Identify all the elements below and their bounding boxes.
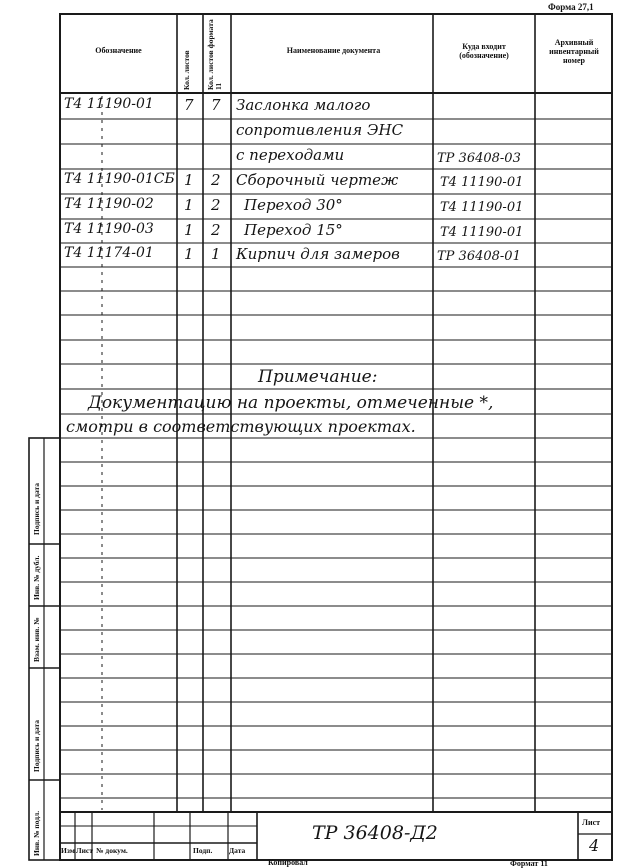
header-document-name: Наименование документа xyxy=(286,46,381,55)
row-sheets-format: 2 xyxy=(211,221,221,239)
row-sheets-format: 2 xyxy=(211,171,221,189)
side-dup-inv: Инв. № дубл. xyxy=(32,555,41,600)
note-line-2: смотри в соответствующих проектах. xyxy=(66,417,416,436)
side-orig-inv: Инв. № подл. xyxy=(32,810,41,856)
side-sign-date-2: Подпись и дата xyxy=(32,719,41,772)
row-designation: Т4 11174-01 xyxy=(64,245,154,261)
row-sheets-format: 2 xyxy=(211,196,221,214)
row-where-used: Т4 11190-01 xyxy=(440,175,524,190)
row-designation: Т4 11190-03 xyxy=(64,221,154,237)
header-sheets-count: Кол. листов xyxy=(182,50,191,90)
tb-sheet-label: Лист xyxy=(582,818,601,827)
row-sheets-format: 1 xyxy=(211,245,221,263)
row-where-used: ТР 36408-01 xyxy=(437,249,521,264)
row-name: Сборочный чертеж xyxy=(236,171,399,189)
tb-izm: Изм xyxy=(61,846,75,855)
row-sheets: 1 xyxy=(184,221,194,239)
row-name: Переход 15° xyxy=(244,221,343,239)
row-name: Переход 30° xyxy=(244,196,343,214)
row-sheets: 1 xyxy=(184,196,194,214)
side-replaces-inv: Взам. инв. № xyxy=(32,617,41,662)
note-line-1: Документацию на проекты, отмеченные *, xyxy=(88,393,494,413)
tb-document-code: ТР 36408-Д2 xyxy=(312,822,438,844)
header-where-used: Куда входит (обозначение) xyxy=(459,42,509,60)
tb-date: Дата xyxy=(229,846,246,855)
tb-list: Лист xyxy=(76,846,93,855)
footer-format: Формат 11 xyxy=(510,859,548,868)
row-where-used: Т4 11190-01 xyxy=(440,225,524,240)
row-designation: Т4 11190-01 xyxy=(64,96,154,112)
row-designation: Т4 11190-02 xyxy=(64,196,154,212)
tb-sign: Подп. xyxy=(193,846,213,855)
note-title: Примечание: xyxy=(258,367,378,387)
tb-doc-no: № докум. xyxy=(96,846,128,855)
row-where-used: Т4 11190-01 xyxy=(440,200,524,215)
row-name: Заслонка малого xyxy=(236,96,371,114)
header-sheets-format: Кол. листов формата 11 xyxy=(206,19,223,90)
row-name: сопротивления ЭНС xyxy=(236,121,404,139)
row-name: Кирпич для замеров xyxy=(236,245,400,263)
row-sheets-format: 7 xyxy=(211,96,221,114)
tb-sheet-number: 4 xyxy=(589,836,600,855)
side-sign-date-1: Подпись и дата xyxy=(32,482,41,535)
row-where-used: ТР 36408-03 xyxy=(437,151,521,166)
row-designation: Т4 11190-01СБ xyxy=(64,171,175,187)
footer-copied: Копировал xyxy=(268,858,308,867)
row-name: с переходами xyxy=(236,146,345,164)
form-label: Форма 27,1 xyxy=(548,2,594,12)
row-sheets: 1 xyxy=(184,245,194,263)
header-archive-number: Архивный инвентарный номер xyxy=(549,38,599,65)
row-sheets: 1 xyxy=(184,171,194,189)
row-sheets: 7 xyxy=(184,96,194,114)
header-designation: Обозначение xyxy=(95,46,142,55)
